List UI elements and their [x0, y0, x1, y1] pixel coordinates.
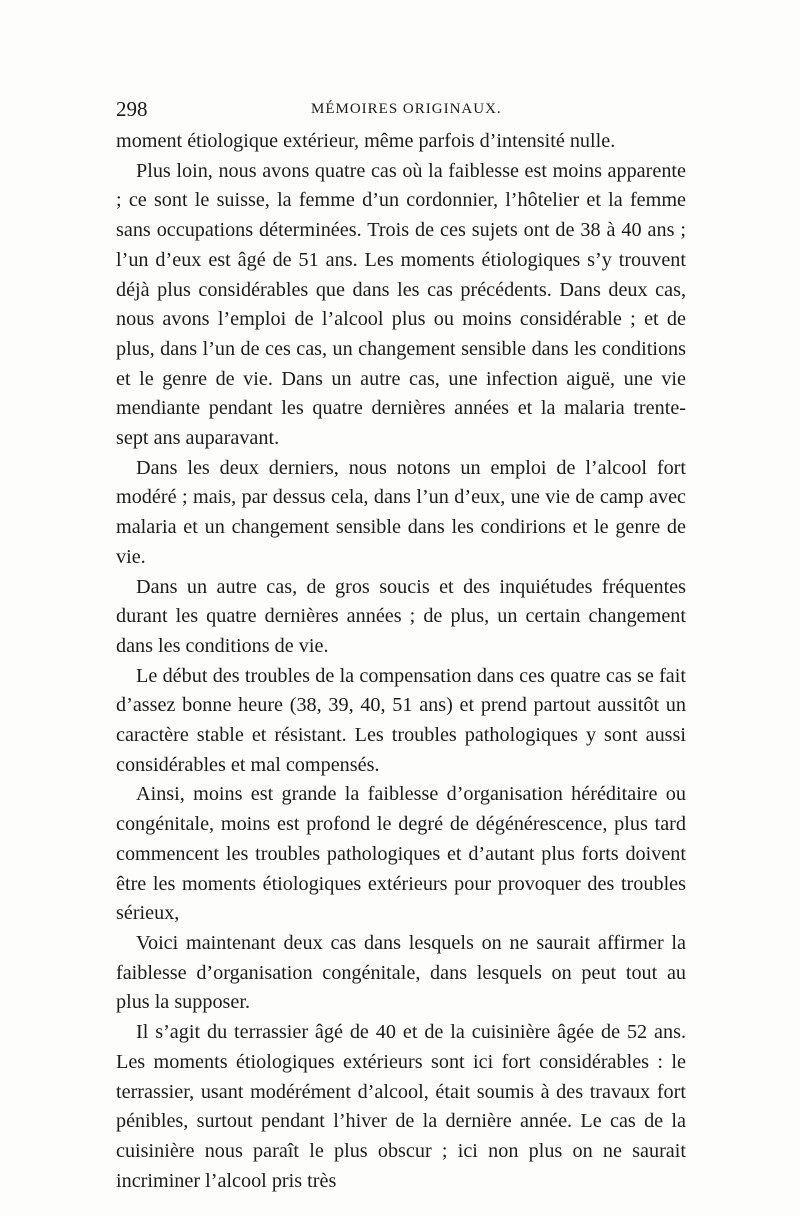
running-head — [116, 97, 686, 125]
paragraph: Plus loin, nous avons quatre cas où la faiblesse est moins apparente ; ce sont le suisse, la femme d’un cordonnier, l’hôtelier et la femme sans occupations déterminées. Trois de ces sujets ont de 38 à 40 ans ; l’un d’eux est âgé de 51 ans. Les moments étiologiques s’y trouvent déjà plus considérables que dans les cas précédents. Dans deux cas, nous avons l’emploi de l’alcool plus ou moins considérable ; et de plus, dans l’un de ces cas, un changement sensible dans les conditions et le genre de vie. Dans un autre cas, une infection aiguë, une vie mendiante pendant les quatre dernières années et la malaria trente-sept ans auparavant. — [116, 159, 686, 450]
paragraph: Dans les deux derniers, nous notons un emploi de l’alcool fort modéré ; mais, par dessus cela, dans l’un d’eux, une vie de camp avec malaria et un changement sensible dans les condirions et le genre de vie. — [116, 456, 686, 568]
paragraph: Le début des troubles de la compensation dans ces quatre cas se fait d’assez bonne heure (38, 39, 40, 51 ans) et prend partout aussitôt un caractère stable et résistant. Les troubles pathologiques y sont aussi considérables et mal compensés. — [116, 664, 686, 776]
paragraph: Dans un autre cas, de gros soucis et des inquiétudes fréquentes durant les quatre dernières années ; de plus, un certain changement dans les conditions de vie. — [116, 575, 686, 657]
body-text — [116, 127, 686, 1196]
page-number: 298 — [116, 97, 148, 121]
paragraph-continued: moment étiologique extérieur, même parfois d’intensité nulle. — [116, 130, 616, 152]
paragraph: Voici maintenant deux cas dans lesquels on ne saurait affirmer la faiblesse d’organisation congénitale, dans lesquels on peut tout au plus la supposer. — [116, 931, 686, 1014]
paragraph: Ainsi, moins est grande la faiblesse d’organisation héréditaire ou congénitale, moins est profond le degré de dégénérescence, plus tard commencent les troubles pathologiques et d’autant plus forts doivent être les moments étiologiques extérieurs pour provoquer des troubles sérieux, — [116, 783, 686, 925]
paragraph: Il s’agit du terrassier âgé de 40 et de la cuisinière âgée de 52 ans. Les moments étiologiques extérieurs sont ici fort considérables : le terrassier, usant modérément d’alcool, était soumis à des travaux fort pénibles, surtout pendant l’hiver de la dernière année. Le cas de la cuisinière nous paraît le plus obscur ; ici non plus on ne saurait incriminer l’alcool pris très — [116, 1021, 686, 1192]
running-title: MÉMOIRES ORIGINAUX. — [311, 101, 502, 117]
